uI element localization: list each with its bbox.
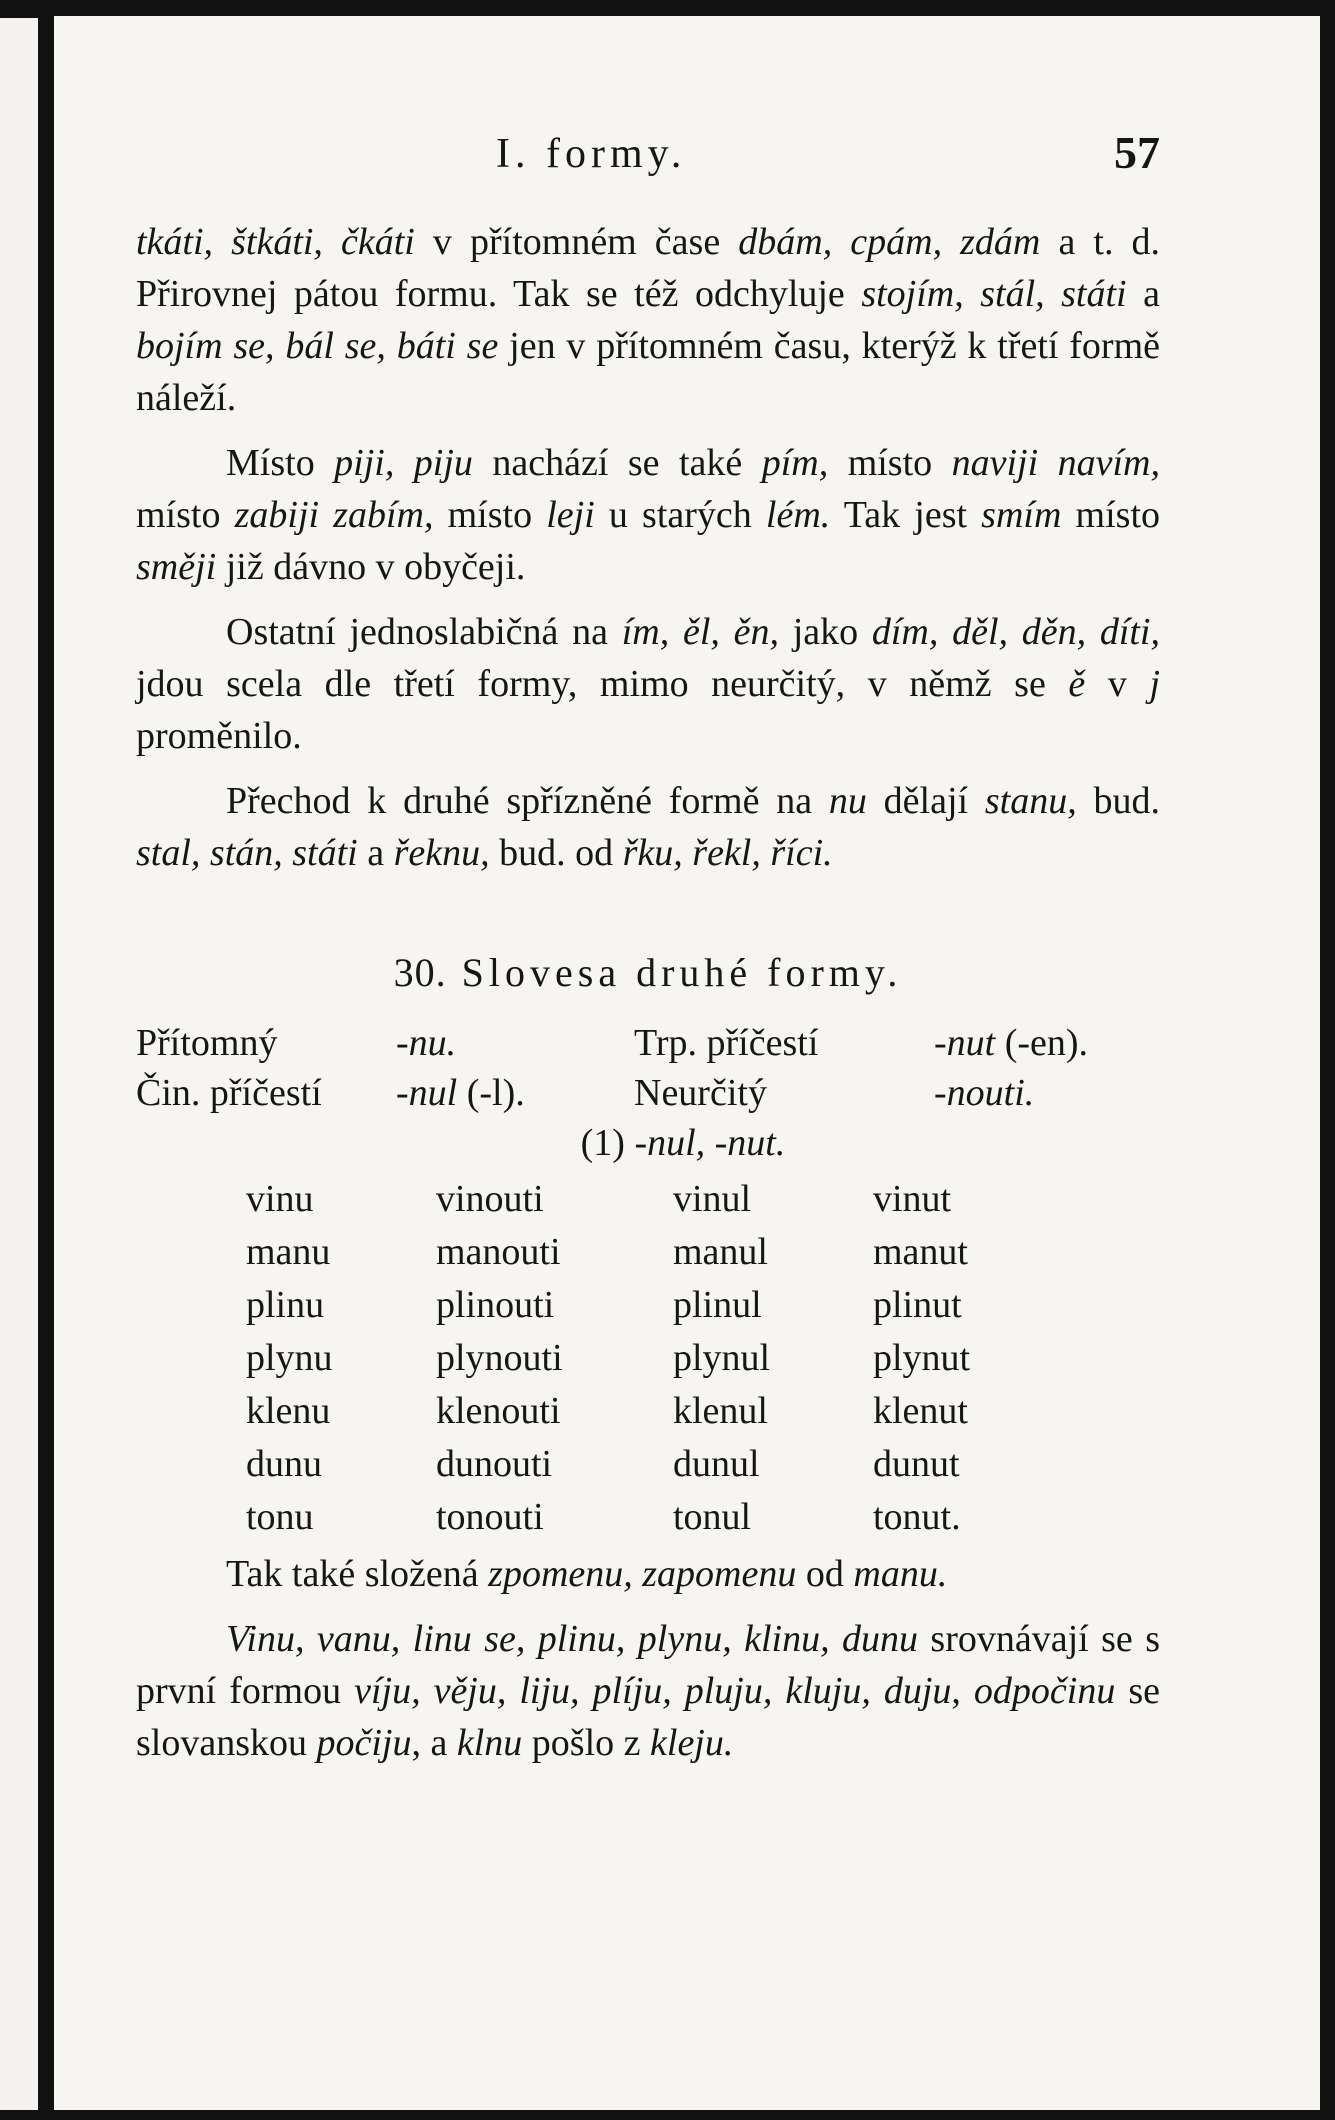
- book-page: [54, 16, 1320, 2110]
- summary-label: Přítomný: [136, 1022, 278, 1064]
- italic-run: dbám, cpám, zdám: [738, 221, 1041, 263]
- summary-ending: -nouti.: [934, 1072, 1035, 1114]
- conjugation-row: [246, 1332, 1160, 1385]
- text-run: jako: [778, 611, 872, 653]
- summary-variant-label: (1): [580, 1122, 625, 1164]
- italic-run: j: [1149, 663, 1160, 705]
- summary-ending: -nul (-l).: [396, 1072, 525, 1114]
- conjugation-cell: dunut: [873, 1443, 960, 1485]
- conjugation-cell: dunul: [673, 1443, 760, 1485]
- conjugation-cell: plinouti: [436, 1284, 555, 1326]
- text-run: se slovanskou: [136, 1670, 1161, 1764]
- conjugation-cell: dunu: [246, 1443, 322, 1485]
- text-run: u starých: [594, 494, 766, 536]
- summary-row-3: [136, 1117, 1160, 1167]
- summary-variant-endings: -nul, -nut.: [634, 1122, 786, 1164]
- conjugation-cell: dunouti: [436, 1443, 553, 1485]
- italic-run: zabiji zabím,: [234, 494, 434, 536]
- italic-run: zpomenu, zapomenu: [488, 1553, 797, 1595]
- conjugation-cell: plynut: [873, 1337, 971, 1379]
- text-run: a: [1126, 273, 1160, 315]
- text-run: již dávno v obyčeji.: [216, 546, 526, 588]
- conjugation-cell: vinut: [873, 1178, 952, 1220]
- page-number: 57: [1114, 127, 1160, 178]
- conjugation-cell: plinu: [246, 1284, 325, 1326]
- conjugation-row: [246, 1385, 1160, 1438]
- italic-run: dím, děl, děn, díti,: [871, 611, 1160, 653]
- text-run: srovnávají se s první formou: [136, 1618, 1160, 1712]
- italic-run: stanu,: [984, 780, 1077, 822]
- text-run: nachází se také: [472, 442, 762, 484]
- italic-run: víju, věju, liju, plíju, pluju, kluju, duju: [354, 1670, 952, 1712]
- text-run: v přítomném čase: [414, 221, 739, 263]
- section-heading: [136, 947, 1160, 999]
- text-run: bud.: [1076, 780, 1161, 822]
- paragraph-2: [136, 437, 1160, 593]
- ending-summary: [136, 1017, 1160, 1167]
- text-run: a: [357, 832, 394, 874]
- italic-run: tkáti, štkáti, čkáti: [136, 221, 415, 263]
- summary-row-1: [136, 1017, 1160, 1067]
- conjugation-cell: klenut: [873, 1390, 968, 1432]
- italic-run: pím,: [761, 442, 829, 484]
- conjugation-cell: vinu: [246, 1178, 314, 1220]
- conjugation-cell: tonouti: [436, 1496, 544, 1538]
- italic-run: Vinu, vanu, linu se, plinu, plynu, klinu, dunu: [226, 1618, 919, 1660]
- italic-run: stal, stán, státi: [136, 832, 358, 874]
- italic-run: ě: [1068, 663, 1086, 705]
- italic-run: bojím se, bál se, báti se: [136, 325, 499, 367]
- conjugation-row: [246, 1491, 1160, 1544]
- text-run: místo: [1061, 494, 1160, 536]
- conjugation-cell: klenul: [673, 1390, 768, 1432]
- conjugation-row: [246, 1279, 1160, 1332]
- previous-page-edge: [0, 18, 38, 2110]
- conjugation-cell: plynu: [246, 1337, 333, 1379]
- text-run: ,: [951, 1670, 974, 1712]
- text-run: dělají: [866, 780, 985, 822]
- section-title: Slovesa druhé formy.: [461, 950, 903, 995]
- italic-run: počiju: [316, 1722, 412, 1764]
- text-run: Tak jest: [830, 494, 982, 536]
- italic-run: směji: [136, 546, 217, 588]
- text-run: místo: [433, 494, 547, 536]
- summary-label: Neurčitý: [634, 1072, 767, 1114]
- conjugation-cell: klenu: [246, 1390, 331, 1432]
- text-run: Místo: [226, 442, 335, 484]
- conjugation-cell: vinouti: [436, 1178, 544, 1220]
- summary-row-2: [136, 1067, 1160, 1117]
- italic-run: řku, řekl, říci.: [622, 832, 833, 874]
- conjugation-cell: manut: [873, 1231, 968, 1273]
- paragraph-1: [136, 216, 1160, 424]
- italic-run: nu: [828, 780, 867, 822]
- summary-label: Trp. příčestí: [634, 1022, 819, 1064]
- conjugation-cell: tonul: [673, 1496, 752, 1538]
- summary-ending: -nut (-en).: [934, 1022, 1089, 1064]
- page-body: [136, 216, 1160, 1782]
- conjugation-cell: klenouti: [436, 1390, 561, 1432]
- text-run: Ostatní jednoslabičná na: [226, 611, 622, 653]
- text-run: v: [1085, 663, 1150, 705]
- text-run: a t. d. Přirovnej pátou formu. Tak se též odchyluje: [136, 221, 1161, 315]
- text-run: pošlo z: [522, 1722, 651, 1764]
- italic-run: manu.: [853, 1553, 948, 1595]
- text-run: Přechod k druhé spřízněné formě na: [226, 780, 829, 822]
- running-head: I. formy.: [496, 131, 687, 177]
- conjugation-row: [246, 1173, 1160, 1226]
- summary-label: Čin. příčestí: [136, 1072, 322, 1114]
- text-run: , a: [411, 1722, 457, 1764]
- italic-run: stojím, stál, státi: [861, 273, 1127, 315]
- conjugation-cell: manouti: [436, 1231, 561, 1273]
- paragraph-6: [136, 1613, 1160, 1769]
- conjugation-cell: plinut: [873, 1284, 962, 1326]
- conjugation-table: [246, 1173, 1160, 1544]
- italic-run: piji, piju: [334, 442, 473, 484]
- conjugation-cell: plynouti: [436, 1337, 563, 1379]
- text-run: proměnilo.: [136, 715, 302, 757]
- italic-run: ím, ěl, ěn,: [621, 611, 779, 653]
- italic-run: řeknu,: [393, 832, 490, 874]
- italic-run: lém.: [765, 494, 831, 536]
- paragraph-5: [136, 1548, 1160, 1600]
- text-run: od: [796, 1553, 854, 1595]
- conjugation-cell: vinul: [673, 1178, 752, 1220]
- italic-run: naviji navím,: [951, 442, 1160, 484]
- text-run: místo: [828, 442, 952, 484]
- conjugation-cell: plinul: [673, 1284, 762, 1326]
- italic-run: klnu: [456, 1722, 523, 1764]
- italic-run: smím: [981, 494, 1062, 536]
- text-run: Tak také složená: [226, 1553, 489, 1595]
- page-header: [54, 124, 1320, 184]
- text-run: místo: [136, 494, 235, 536]
- paragraph-4: [136, 775, 1160, 879]
- italic-run: odpočinu: [973, 1670, 1116, 1712]
- conjugation-cell: plynul: [673, 1337, 771, 1379]
- conjugation-row: [246, 1226, 1160, 1279]
- text-run: jdou scela dle třetí formy, mimo neurčitý, v němž se: [136, 663, 1069, 705]
- conjugation-cell: manul: [673, 1231, 768, 1273]
- italic-run: leji: [546, 494, 595, 536]
- conjugation-cell: tonu: [246, 1496, 314, 1538]
- conjugation-cell: manu: [246, 1231, 331, 1273]
- conjugation-row: [246, 1438, 1160, 1491]
- italic-run: kleju.: [650, 1722, 734, 1764]
- section-number: 30.: [393, 950, 447, 995]
- conjugation-cell: tonut.: [873, 1496, 961, 1538]
- paragraph-3: [136, 606, 1160, 762]
- text-run: bud. od: [489, 832, 623, 874]
- text-run: jen v přítomném času, kterýž k třetí formě náleží.: [136, 325, 1160, 419]
- summary-ending: -nu.: [396, 1022, 457, 1064]
